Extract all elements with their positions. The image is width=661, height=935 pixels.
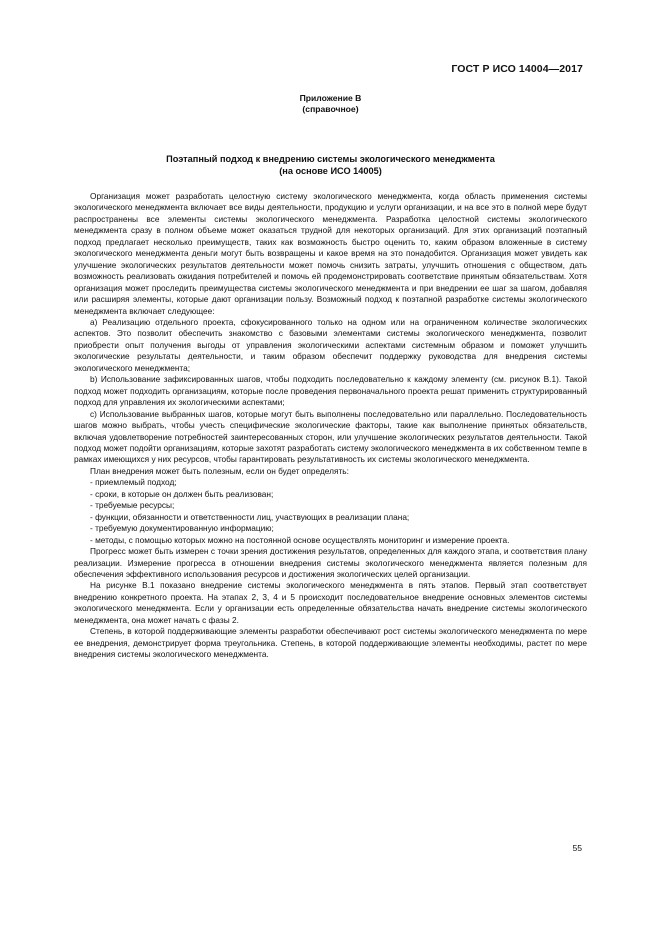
list-item: - требуемые ресурсы; — [90, 500, 175, 511]
annex-type: (справочное) — [302, 104, 359, 114]
section-title — [0, 153, 661, 177]
annex-heading — [0, 93, 661, 115]
body-text — [74, 191, 587, 661]
paragraph-progress: Прогресс может быть измерен с точки зрения достижения результатов, определенных для каждого этапа, и соответствия плану реализации. Измерение прогресса в отношении внедрения системы экологического менеджмента является полезным для обеспечения эффективного использования ресурсов и достижения экологических целей организации. — [74, 546, 587, 579]
list-item: - методы, с помощью которых можно на постоянной основе осуществлять мониторинг и измерение проекта. — [90, 534, 510, 545]
list-item: - функции, обязанности и ответственности лиц, участвующих в реализации плана; — [90, 511, 410, 522]
section-title-line-1: Поэтапный подход к внедрению системы экологического менеджмента — [166, 154, 495, 164]
annex-label: Приложение В — [299, 93, 362, 103]
paragraph-figure-reference: На рисунке В.1 показано внедрение системы экологического менеджмента в пять этапов. Первый этап соответствует внедрению конкретного проекта. На этапах 2, 3, 4 и 5 происходит последовательное внедрение основных элементов системы экологического менеджмента. Если у организации есть определенные обязательства начать внедрение системы экологического менеджмента, она может начать с фазы 2. — [74, 580, 587, 625]
paragraph-intro: Организация может разработать целостную систему экологического менеджмента, когда область применения системы экологического менеджмента включает все виды деятельности, продукцию и услуги организации, и на все это в полной мере будут распространены все элементы системы экологического менеджмента. Разработка целостной системы экологического менеджмента сразу в полном объеме может оказаться трудной для некоторых организаций. Для этих организаций поэтапный подход предлагает несколько преимуществ, таких как возможность быстро оценить то, каким образом вложенные в систему экологического менеджмента деньги могут быть возвращены и какое время на это понадобится. Организация может увидеть как улучшение экологических результатов деятельности может помочь снизить затраты, улучшить отношения с обществом, дать возможность реализовать ожидания потребителей и помочь ей продемонстрировать соответствие принятым обязательствам. Хотя организация может проследить преимущества системы экологического менеджмента и при внедрении ее шаг за шагом, добавляя или расширяя элементы, которые дают организации пользу. Возможный подход к поэтапной разработке системы экологического менеджмента включает следующее: — [74, 191, 587, 316]
paragraph-item-a: a) Реализацию отдельного проекта, сфокусированного только на одном или на ограниченном количестве экологических аспектов. Это позволит обеспечить знакомство с базовыми элементами системы экологического менеджмента, позволит приобрести опыт получения выгоды от управления экологическими аспектами системным образом и поможет улучшить экологические результаты деятельности, и таким образом обеспечит поддержку руководства для внедрения системы экологического менеджмента; — [74, 316, 587, 373]
list-item: - требуемую документированную информацию; — [90, 523, 274, 534]
section-title-line-2: (на основе ИСО 14005) — [279, 166, 382, 176]
paragraph-plan: План внедрения может быть полезным, если он будет определять: — [90, 465, 349, 476]
document-code: ГОСТ Р ИСО 14004—2017 — [451, 63, 583, 75]
list-item: - сроки, в которые он должен быть реализован; — [90, 488, 274, 499]
paragraph-item-c: c) Использование выбранных шагов, которые могут быть выполнены последовательно или параллельно. Последовательность шагов можно выбрать, чтобы учесть специфические экологические факторы, такие как выполнение принятых обязательств, включая удовлетворение потребностей заинтересованных сторон, или улучшение экологических результатов деятельности. Такой подход может подойти организациям, которые захотят разработать систему экологического менеджмента в их собственном темпе в рамках имеющихся у них ресурсов, чтобы гарантировать результативность их системы экологического менеджмента. — [74, 408, 587, 465]
paragraph-triangle: Степень, в которой поддерживающие элементы разработки обеспечивают рост системы экологического менеджмента по мере ее внедрения, демонстрирует форма треугольника. Степень, в которой поддерживающие элементы необходимы, растет по мере внедрения системы экологического менеджмента. — [74, 626, 587, 660]
paragraph-item-b: b) Использование зафиксированных шагов, чтобы подходить последовательно к каждому элементу (см. рисунок В.1). Такой подход может подходить организациям, которые после проведения первоначального проекта решат применить структурированный подход для управления их экологическими аспектами; — [74, 374, 587, 408]
page-number: 55 — [572, 843, 582, 853]
list-item: - приемлемый подход; — [90, 477, 177, 488]
